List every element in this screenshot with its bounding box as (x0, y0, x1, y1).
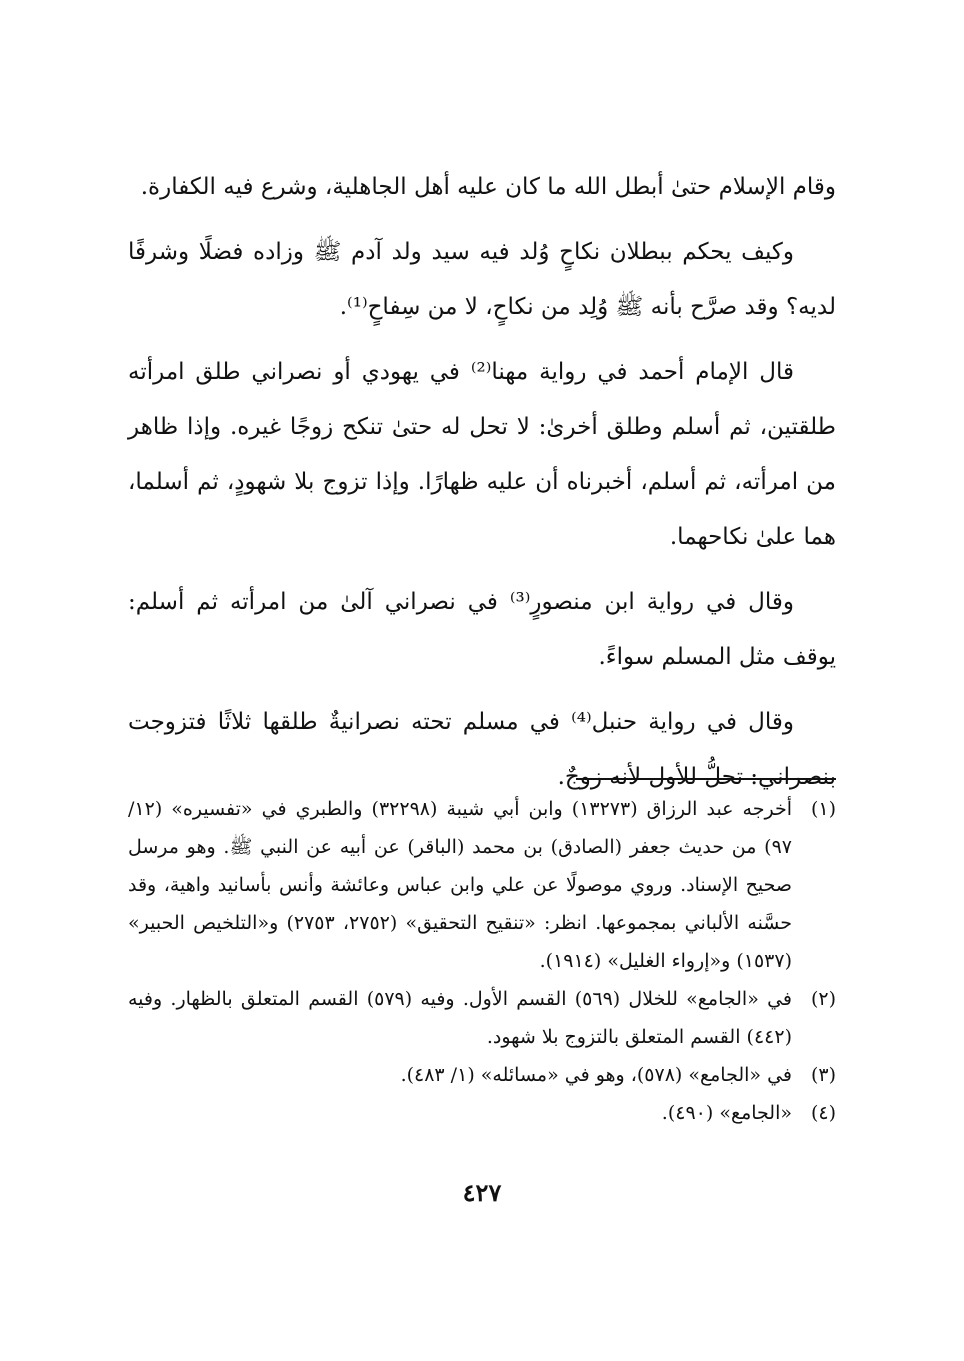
main-text (128, 160, 836, 815)
footnote-text: في «الجامع» للخلال (٥٦٩) القسم الأول. وفيه (٥٧٩) القسم المتعلق بالظهار. وفيه (٤٤٢) القسم المتعلق بالتزوج بلا شهود. (128, 988, 792, 1048)
paragraph: وقال في رواية حنبل⁽⁴⁾ في مسلم تحته نصرانيةٌ طلقها ثلاثًا فتزوجت بنصراني: تحلُّ للأول لأنه زوجٌ. (128, 709, 836, 790)
footnote-separator (576, 778, 836, 780)
page-number: ٤٢٧ (462, 1178, 502, 1207)
footnote-number: (٢) (810, 988, 836, 1010)
footnote-text: في «الجامع» (٥٧٨)، وهو في «مسائله» (١/ ٤٨٣). (400, 1064, 792, 1086)
footnote-number: (١) (810, 798, 836, 820)
footnote-text: أخرجه عبد الرزاق (١٣٢٧٣) وابن أبي شيبة (٣٢٢٩٨) والطبري في «تفسيره» (١٢/ ٩٧) من حديث جعفر (الصادق) بن محمد (الباقر) عن أبيه عن النبي ﷺ. وهو مرسل صحيح الإسناد. وروي موصولًا عن علي وابن عباس وعائشة وأنس بأسانيد واهية، وقد حسَّنه الألباني بمجموعها. انظر: «تنقيح التحقيق» (٢٧٥٢، ٢٧٥٣) و«التلخيص الحبير» (١٥٣٧) و«إرواء الغليل» (١٩١٤). (128, 798, 793, 972)
footnote-item (128, 980, 836, 1056)
footnote-number: (٤) (810, 1102, 836, 1124)
paragraph: وكيف يحكم ببطلان نكاحٍ وُلد فيه سيد ولد آدم ﷺ وزاده فضلًا وشرفًا لديه؟ وقد صرَّح بأنه ﷺ وُلِد من نكاحٍ، لا من سِفاحٍ⁽¹⁾. (128, 239, 836, 320)
footnote-item (128, 790, 836, 980)
footnote-item (128, 1094, 836, 1132)
paragraph: قال الإمام أحمد في رواية مهنا⁽²⁾ في يهودي أو نصراني طلق امرأته طلقتين، ثم أسلم وطلق أخرىٰ: لا تحل له حتىٰ تنكح زوجًا غيره. وإذا ظاهر من امرأته، ثم أسلم، أخبرناه أن عليه ظهارًا. وإذا تزوج بلا شهودٍ، ثم أسلما، هما علىٰ نكاحهما. (128, 359, 836, 550)
paragraph: وقال في رواية ابن منصورٍ⁽³⁾ في نصراني آلىٰ من امرأته ثم أسلم: يوقف مثل المسلم سواءً. (128, 589, 836, 670)
paragraph: وقام الإسلام حتىٰ أبطل الله ما كان عليه أهل الجاهلية، وشرع فيه الكفارة. (140, 174, 836, 200)
footnote-number: (٣) (810, 1064, 836, 1086)
footnote-item (128, 1056, 836, 1094)
footnote-text: «الجامع» (٤٩٠). (661, 1102, 792, 1124)
footnotes (128, 790, 836, 1132)
